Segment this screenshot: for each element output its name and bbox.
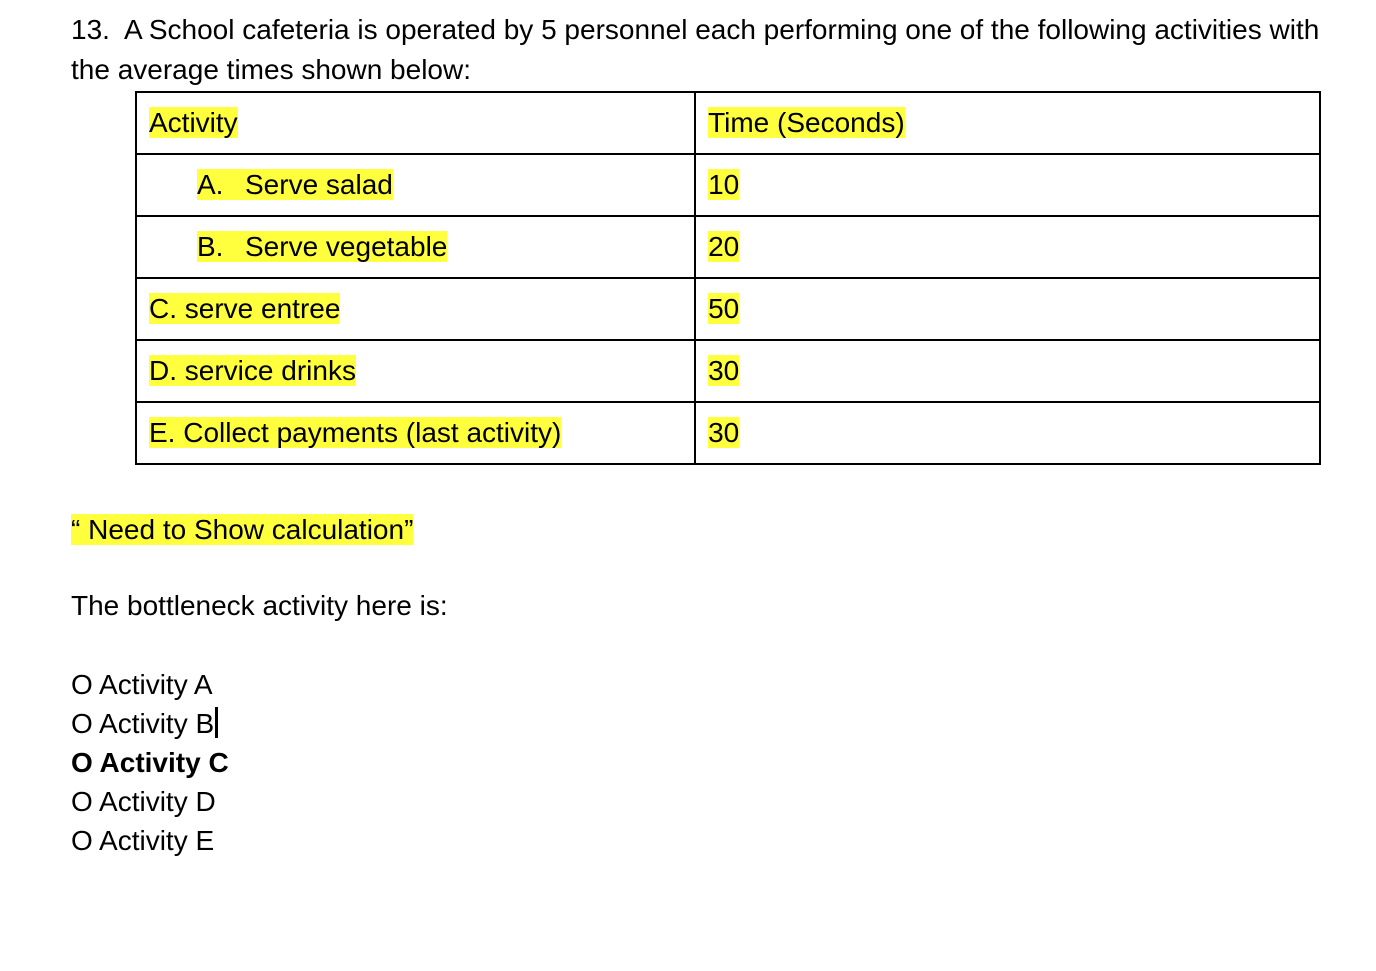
option-activity-d[interactable] <box>71 782 229 821</box>
option-activity-e[interactable] <box>71 821 229 860</box>
time-value: 30 <box>708 417 740 448</box>
activity-letter: A. <box>197 169 224 200</box>
time-cell <box>695 278 1320 340</box>
time-value: 10 <box>708 169 740 200</box>
header-activity-label: Activity <box>149 107 238 138</box>
option-activity-b[interactable] <box>71 704 229 743</box>
question-number: 13. <box>71 14 110 45</box>
question-body: A School cafeteria is operated by 5 personnel each performing one of the following activities with the average times shown below: <box>71 14 1320 85</box>
table-row <box>136 154 1320 216</box>
activity-cell <box>136 278 695 340</box>
table-row <box>136 278 1320 340</box>
activity-cell <box>136 154 695 216</box>
option-label: O Activity B <box>71 708 215 739</box>
time-value: 50 <box>708 293 740 324</box>
activity-name: Serve vegetable <box>245 231 448 262</box>
time-cell <box>695 402 1320 464</box>
activity-cell <box>136 402 695 464</box>
header-cell-time <box>695 92 1320 154</box>
option-label: O Activity A <box>71 669 213 700</box>
activity-name: D. service drinks <box>149 355 356 386</box>
calculation-note-text: “ Need to Show calculation” <box>71 514 414 545</box>
option-label: O Activity C <box>71 747 229 778</box>
activity-name: Serve salad <box>245 169 393 200</box>
option-activity-c[interactable] <box>71 743 229 782</box>
activity-label <box>197 231 447 262</box>
time-cell <box>695 216 1320 278</box>
activity-name: E. Collect payments (last activity) <box>149 417 562 448</box>
option-label: O Activity D <box>71 786 216 817</box>
activity-cell <box>136 340 695 402</box>
calculation-note <box>71 511 413 549</box>
option-activity-a[interactable] <box>71 665 229 704</box>
time-cell <box>695 154 1320 216</box>
time-value: 30 <box>708 355 740 386</box>
header-cell-activity <box>136 92 695 154</box>
table-row <box>136 402 1320 464</box>
activity-cell <box>136 216 695 278</box>
question-text <box>71 10 1331 90</box>
table-header-row <box>136 92 1320 154</box>
activity-label <box>197 169 393 200</box>
activity-table <box>135 91 1321 465</box>
activity-name: C. serve entree <box>149 293 341 324</box>
header-time-label: Time (Seconds) <box>708 107 905 138</box>
activity-letter: B. <box>197 231 224 262</box>
table-row <box>136 340 1320 402</box>
answer-options <box>71 665 229 860</box>
table-row <box>136 216 1320 278</box>
bottleneck-prompt: The bottleneck activity here is: <box>71 590 448 621</box>
time-value: 20 <box>708 231 740 262</box>
option-label: O Activity E <box>71 825 215 856</box>
text-cursor <box>215 707 218 738</box>
time-cell <box>695 340 1320 402</box>
